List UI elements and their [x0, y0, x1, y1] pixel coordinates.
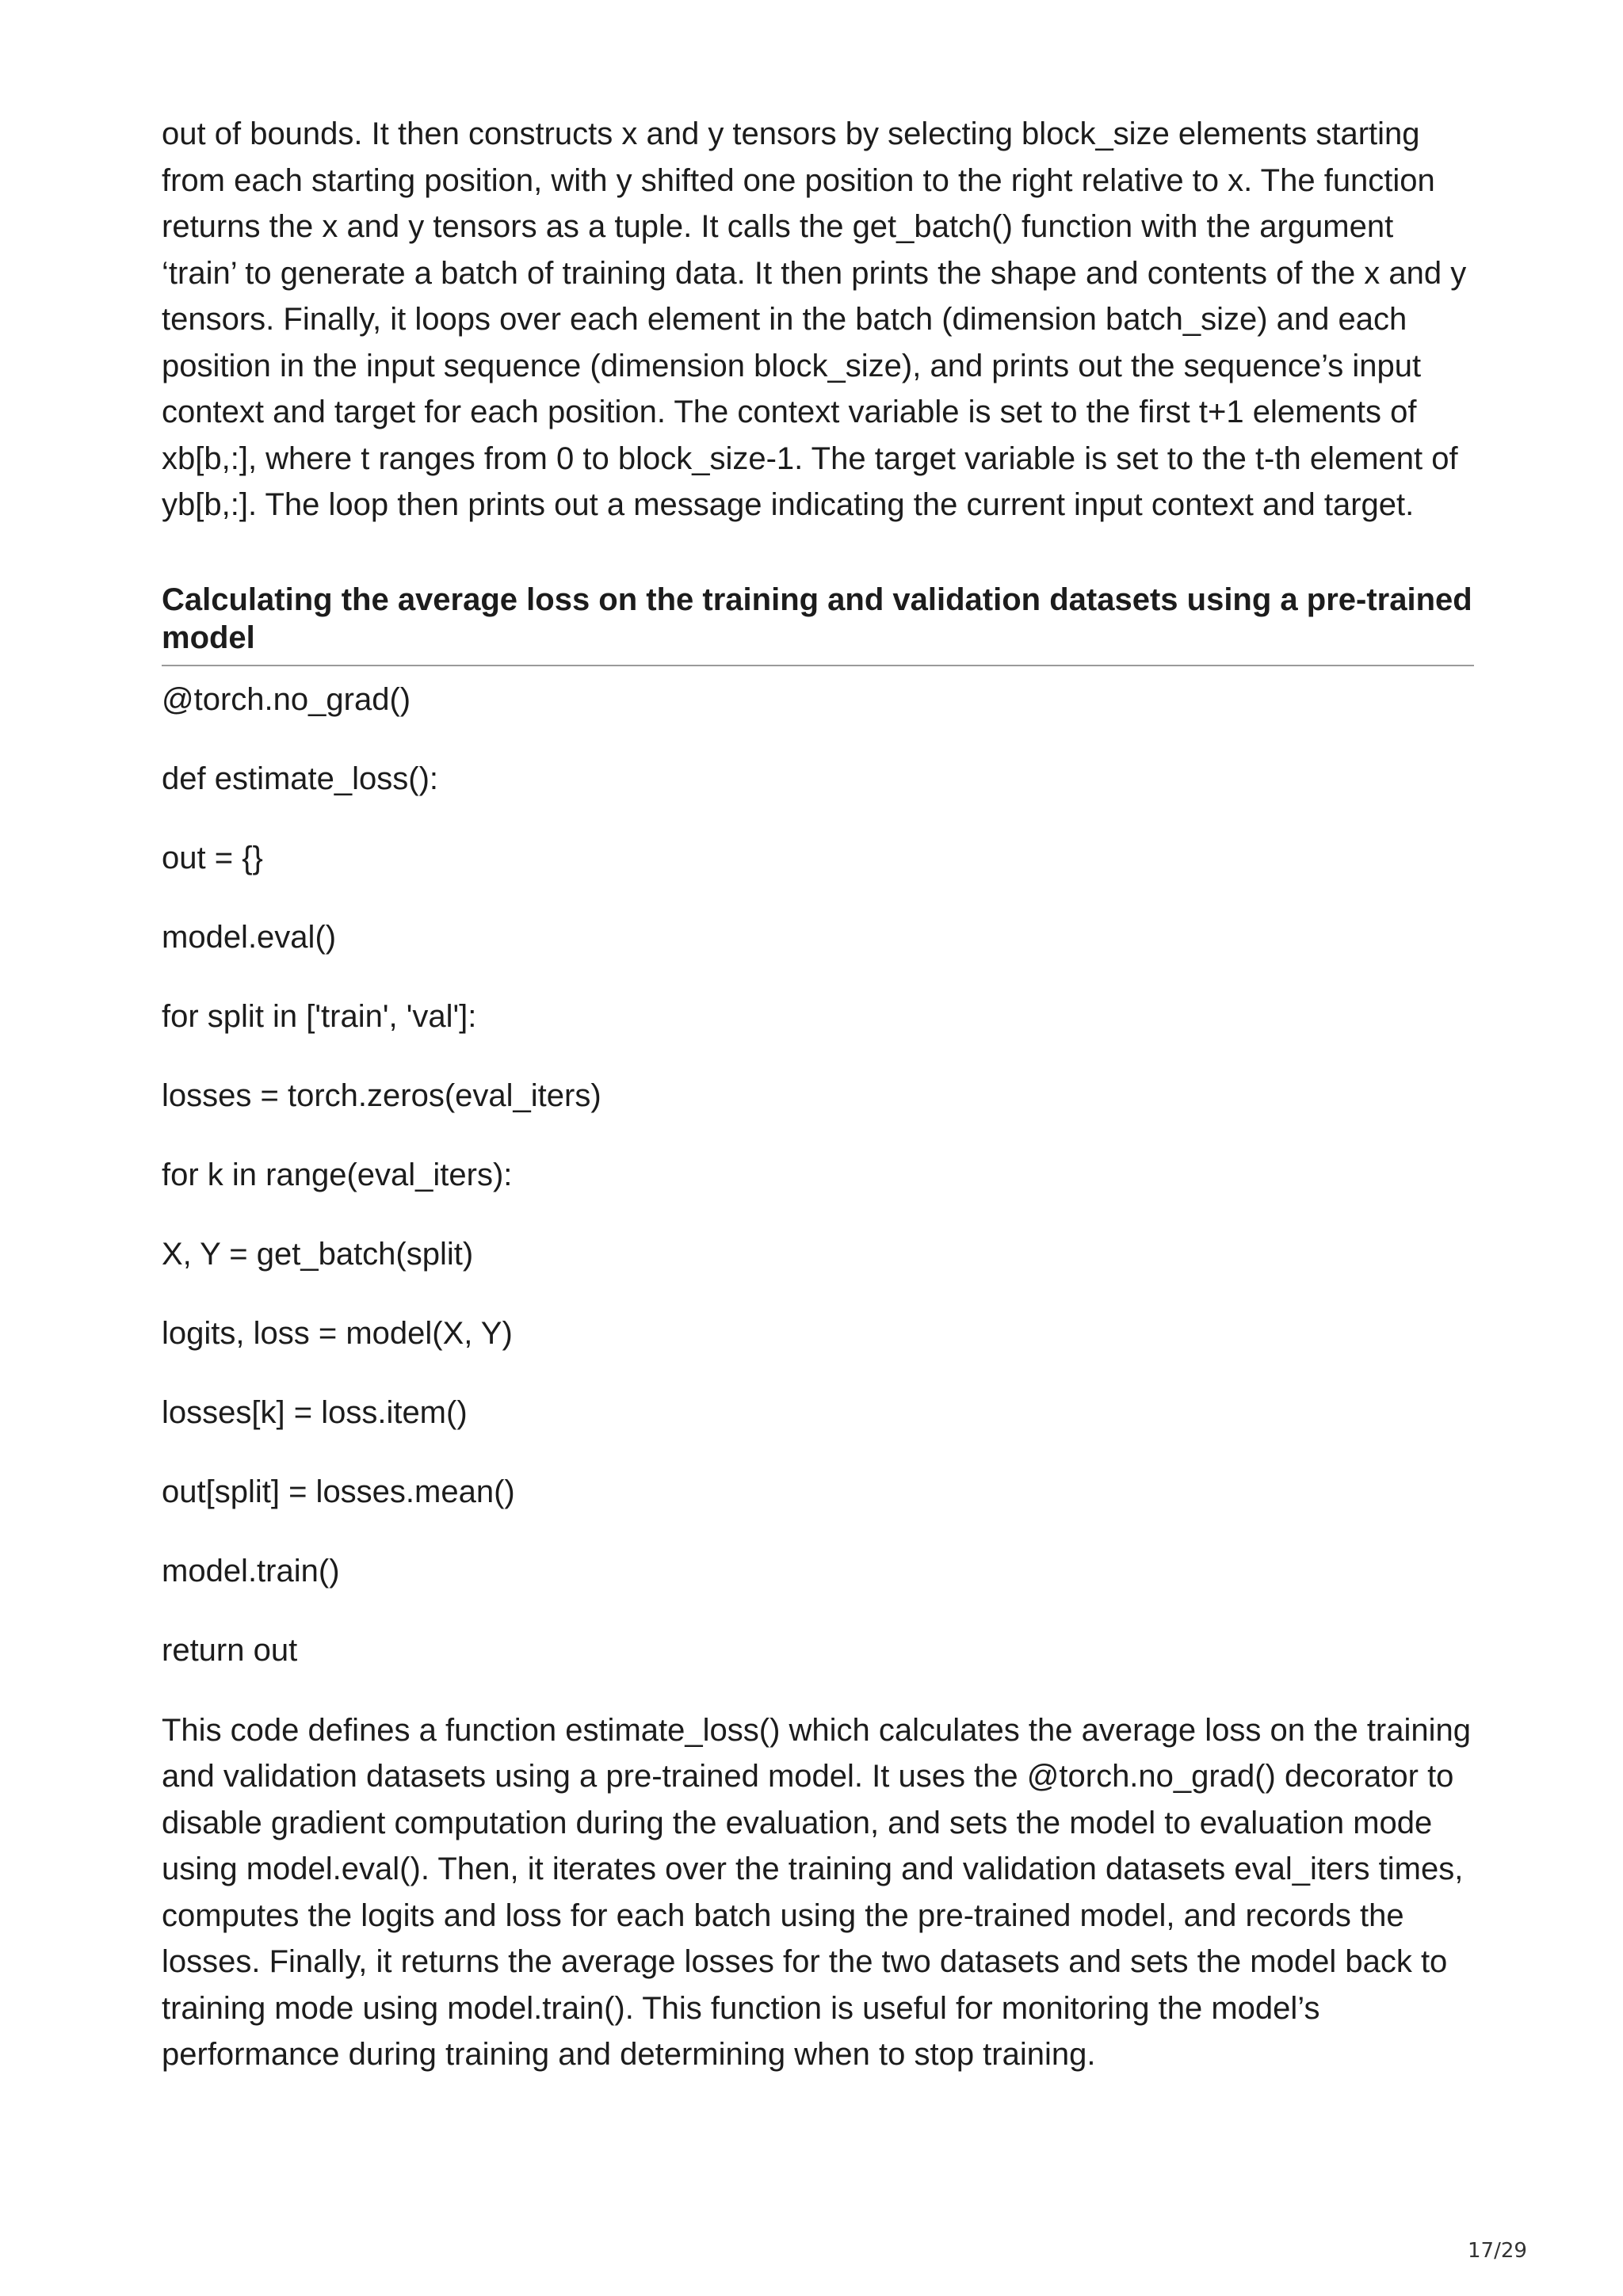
- spacer: [162, 528, 1474, 581]
- code-line: for split in ['train', 'val']:: [162, 998, 477, 1034]
- code-line: out[split] = losses.mean(): [162, 1474, 515, 1509]
- code-line: losses = torch.zeros(eval_iters): [162, 1077, 601, 1113]
- page-number: 17/29: [1468, 2239, 1527, 2263]
- code-line: out = {}: [162, 840, 263, 875]
- code-line: losses[k] = loss.item(): [162, 1394, 468, 1430]
- code-line: logits, loss = model(X, Y): [162, 1315, 513, 1351]
- explanation-paragraph: This code defines a function estimate_loss() which calculates the average loss on the training and validation datasets using a pre-trained model. It uses the @torch.no_grad() decorator to disable gradient computation during the evaluation, and sets the model to evaluation mode using model.eval(). Then, it iterates over the training and validation datasets eval_iters times, computes the logits and loss for each batch using the pre-trained model, and records the losses. Finally, it returns the average losses for the two datasets and sets the model back to training mode using model.train(). This function is useful for monitoring the model’s performance during training and determining when to stop training.: [162, 1712, 1472, 2072]
- intro-paragraph: out of bounds. It then constructs x and y tensors by selecting block_size elements starting from each starting position, with y shifted one position to the right relative to x. The function returns the x and y tensors as a tuple. It calls the get_batch() function with the argument ‘train’ to generate a batch of training data. It then prints the shape and contents of the x and y tensors. Finally, it loops over each element in the batch (dimension batch_size) and each position in the input sequence (dimension block_size), and prints out the sequence’s input context and target for each position. The context variable is set to the first t+1 elements of xb[b,:], where t ranges from 0 to block_size-1. The target variable is set to the t-th element of yb[b,:]. The loop then prints out a message indicating the current input context and target.: [162, 116, 1467, 522]
- code-line: def estimate_loss():: [162, 761, 439, 796]
- code-line: return out: [162, 1632, 298, 1668]
- code-line: model.train(): [162, 1553, 340, 1589]
- section-heading: Calculating the average loss on the training and validation datasets using a pre-trained model: [162, 581, 1474, 666]
- code-line: for k in range(eval_iters):: [162, 1157, 513, 1192]
- document-page: [162, 111, 1474, 2078]
- code-listing: [162, 681, 1474, 1669]
- code-line: X, Y = get_batch(split): [162, 1236, 474, 1272]
- code-line: model.eval(): [162, 919, 337, 955]
- code-line: @torch.no_grad(): [162, 681, 411, 717]
